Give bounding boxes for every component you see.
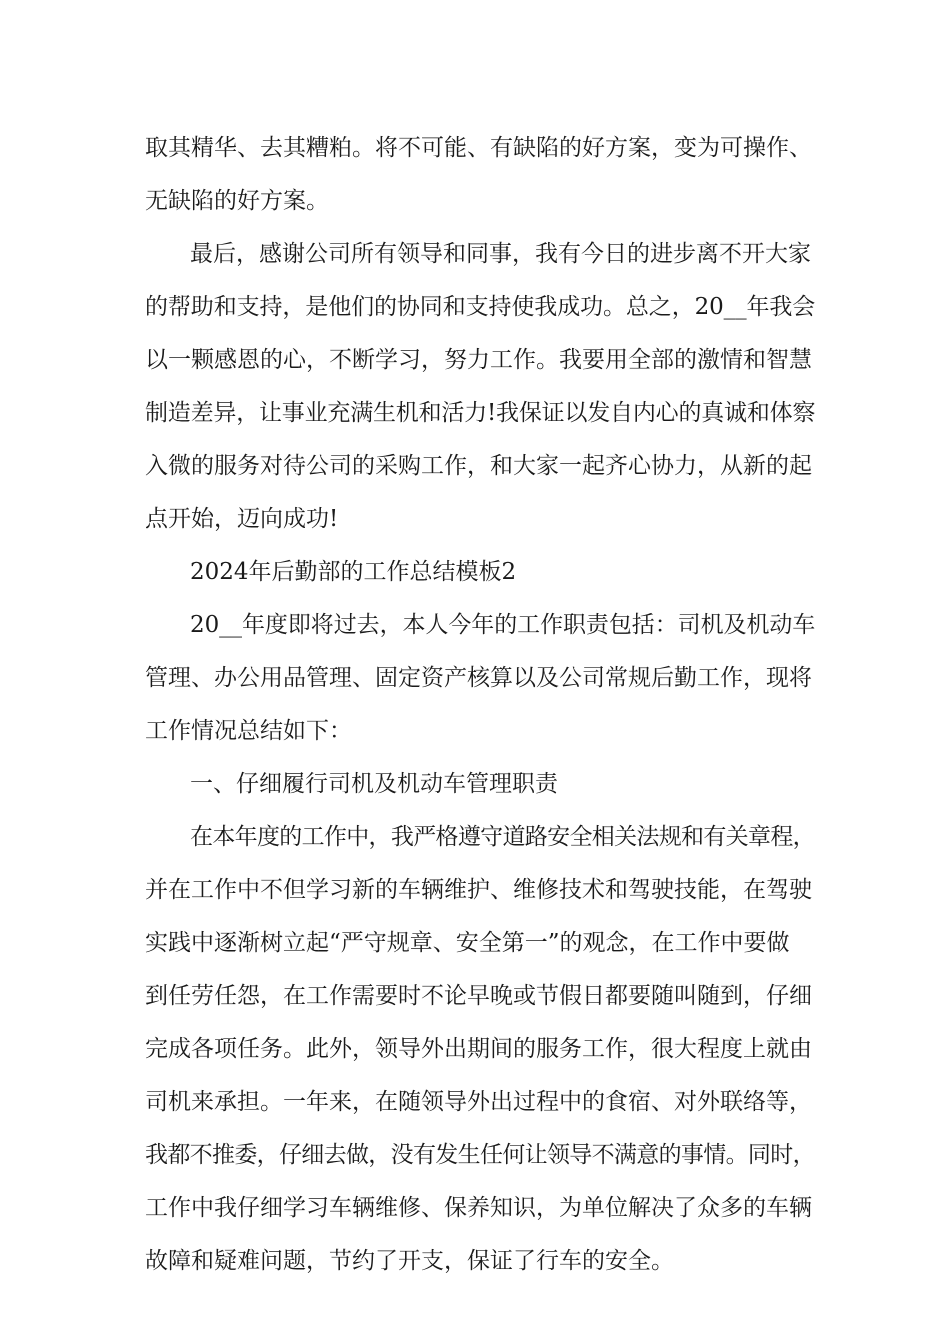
paragraph-line: 在本年度的工作中，我严格遵守道路安全相关法规和有关章程， [190, 824, 815, 850]
paragraph-line: 并在工作中不但学习新的车辆维护、维修技术和驾驶技能，在驾驶 [145, 877, 812, 903]
paragraph-line: 完成各项任务。此外，领导外出期间的服务工作，很大程度上就由 [145, 1036, 812, 1062]
paragraph-line: 无缺陷的好方案。 [145, 188, 329, 214]
paragraph-line: 以一颗感恩的心，不断学习，努力工作。我要用全部的激情和智慧 [145, 347, 812, 373]
subsection-heading: 一、仔细履行司机及机动车管理职责 [190, 771, 558, 797]
section-heading: 2024年后勤部的工作总结模板2 [190, 559, 517, 585]
paragraph-line: 管理、办公用品管理、固定资产核算以及公司常规后勤工作，现将 [145, 665, 812, 691]
paragraph-line: 司机来承担。一年来，在随领导外出过程中的食宿、对外联络等， [145, 1089, 812, 1115]
paragraph-line: 最后，感谢公司所有领导和同事，我有今日的进步离不开大家 [190, 241, 811, 267]
paragraph-line: 到任劳任怨，在工作需要时不论早晚或节假日都要随叫随到，仔细 [145, 983, 812, 1009]
paragraph-line: 点开始，迈向成功! [145, 506, 339, 532]
paragraph-line: 20__年度即将过去，本人今年的工作职责包括：司机及机动车 [190, 612, 816, 638]
paragraph-line: 的帮助和支持，是他们的协同和支持使我成功。总之，20__年我会 [145, 294, 816, 320]
paragraph-line: 入微的服务对待公司的采购工作，和大家一起齐心协力，从新的起 [145, 453, 812, 479]
paragraph-line: 实践中逐渐树立起“严守规章、安全第一”的观念，在工作中要做 [145, 930, 790, 956]
paragraph-line: 工作情况总结如下： [145, 718, 352, 744]
paragraph-line: 取其精华、去其糟粕。将不可能、有缺陷的好方案，变为可操作、 [145, 135, 812, 161]
paragraph-line: 工作中我仔细学习车辆维修、保养知识，为单位解决了众多的车辆 [145, 1195, 812, 1221]
paragraph-line: 制造差异，让事业充满生机和活力!我保证以发自内心的真诚和体察 [145, 400, 816, 426]
paragraph-line: 我都不推委，仔细去做，没有发生任何让领导不满意的事情。同时， [145, 1142, 815, 1168]
paragraph-line: 故障和疑难问题，节约了开支，保证了行车的安全。 [145, 1248, 674, 1274]
